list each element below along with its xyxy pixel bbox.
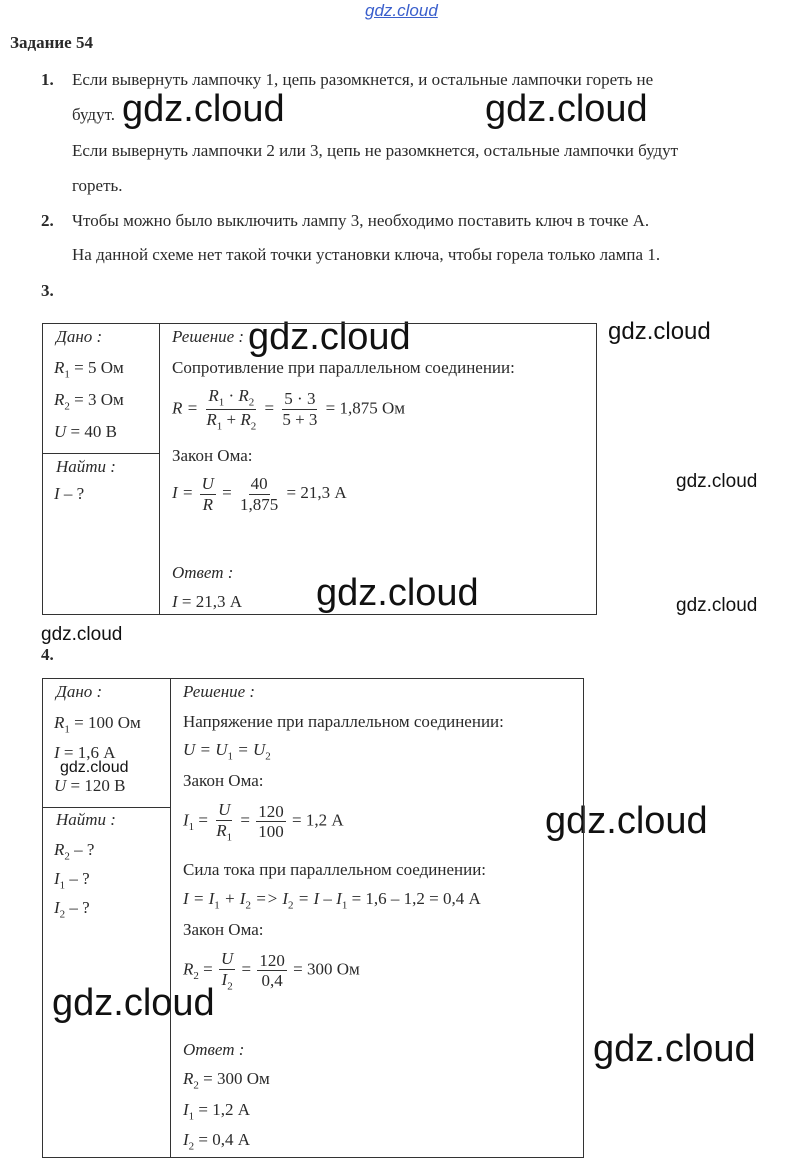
given-u: U = 120 В: [54, 776, 126, 795]
answer-i1: $I_1 = 1,2$ А: [183, 1100, 251, 1123]
find-label: Найти :: [56, 457, 116, 476]
given-r2: $R_2 = 3$ Ом: [54, 390, 124, 413]
given-u: U = 40 В: [54, 422, 117, 441]
watermark: gdz.cloud: [248, 316, 411, 358]
current-formula: I = $\frac{U}{R}$ = $\frac{40}{1,875}$ = 21,3 А: [172, 474, 347, 514]
answer-label: Ответ :: [172, 563, 234, 582]
ohm-law-text: Закон Ома:: [183, 771, 264, 790]
solution-label: Решение :: [172, 327, 245, 346]
resistance-formula: R = $\frac{R_1 \cdot R_2}{R_1 + R_2}$ = $\frac{5 \cdot 3}{5 + 3}$ = 1,875 Ом: [172, 386, 406, 433]
table-divider: [42, 453, 160, 454]
answer-i2: $I_2 = 0,4$ А: [183, 1130, 251, 1153]
item-number: 3.: [41, 281, 54, 300]
item-number: 1.: [41, 70, 54, 89]
watermark: gdz.cloud: [52, 982, 215, 1024]
watermark: gdz.cloud: [676, 471, 758, 492]
find-label: Найти :: [56, 810, 116, 829]
item-number: 4.: [41, 645, 54, 664]
current-equation: $I = I_1 + I_2 => I_2 = I - I_1 = 1,6 - 1,2 = 0,4$ А: [183, 889, 481, 912]
watermark: gdz.cloud: [485, 88, 648, 130]
voltage-equation: $U = U_1 = U_2$: [183, 740, 271, 763]
table-divider: [170, 678, 171, 1158]
current-i1-formula: $I_1$ = $\frac{U}{R_1}$ = $\frac{120}{100}$ = 1,2 А: [183, 800, 344, 843]
find-i2: $I_2$ – ?: [54, 898, 90, 921]
watermark: gdz.cloud: [676, 595, 758, 616]
table-divider: [42, 807, 171, 808]
answer-value: I = 21,3 А: [172, 592, 243, 611]
find-i1: $I_1$ – ?: [54, 869, 90, 892]
page-title: Задание 54: [10, 33, 93, 52]
item-2-line-2: На данной схеме нет такой точки установки ключа, чтобы горела только лампа 1.: [72, 245, 661, 264]
watermark: gdz.cloud: [41, 624, 123, 645]
watermark: gdz.cloud: [593, 1028, 756, 1070]
ohm-law-text: Закон Ома:: [183, 920, 264, 939]
watermark: gdz.cloud: [608, 318, 711, 345]
item-1-line-2: будут.: [72, 105, 115, 124]
given-i: I = 1,6 А: [54, 743, 116, 762]
find-r2: $R_2$ – ?: [54, 840, 95, 863]
watermark: gdz.cloud: [60, 759, 129, 776]
task-4-table: [42, 678, 584, 1158]
given-label: Дано :: [56, 682, 103, 701]
given-r1: $R_1 = 100$ Ом: [54, 713, 141, 736]
item-1-line-1: Если вывернуть лампочку 1, цепь разомкнется, и остальные лампочки гореть не: [72, 70, 654, 89]
find-i: I – ?: [54, 484, 85, 503]
ohm-law-text: Закон Ома:: [172, 446, 253, 465]
resistance-r2-formula: $R_2$ = $\frac{U}{I_2}$ = $\frac{120}{0,4}$ = 300 Ом: [183, 949, 360, 992]
resistance-text: Сопротивление при параллельном соединении:: [172, 358, 515, 377]
watermark: gdz.cloud: [122, 88, 285, 130]
answer-r2: $R_2 = 300$ Ом: [183, 1069, 270, 1092]
solution-label: Решение :: [183, 682, 256, 701]
voltage-text: Напряжение при параллельном соединении:: [183, 712, 504, 731]
item-1-line-4: гореть.: [72, 176, 123, 195]
watermark: gdz.cloud: [545, 800, 708, 842]
answer-label: Ответ :: [183, 1040, 245, 1059]
watermark-top-link[interactable]: gdz.cloud: [365, 1, 438, 20]
given-label: Дано :: [56, 327, 103, 346]
item-2-line-1: Чтобы можно было выключить лампу 3, необходимо поставить ключ в точке А.: [72, 211, 650, 230]
table-divider: [159, 323, 160, 615]
item-number: 2.: [41, 211, 54, 230]
given-r1: $R_1 = 5$ Ом: [54, 358, 124, 381]
item-1-line-3: Если вывернуть лампочки 2 или 3, цепь не разомкнется, остальные лампочки будут: [72, 141, 679, 160]
current-text: Сила тока при параллельном соединении:: [183, 860, 487, 879]
watermark: gdz.cloud: [316, 572, 479, 614]
